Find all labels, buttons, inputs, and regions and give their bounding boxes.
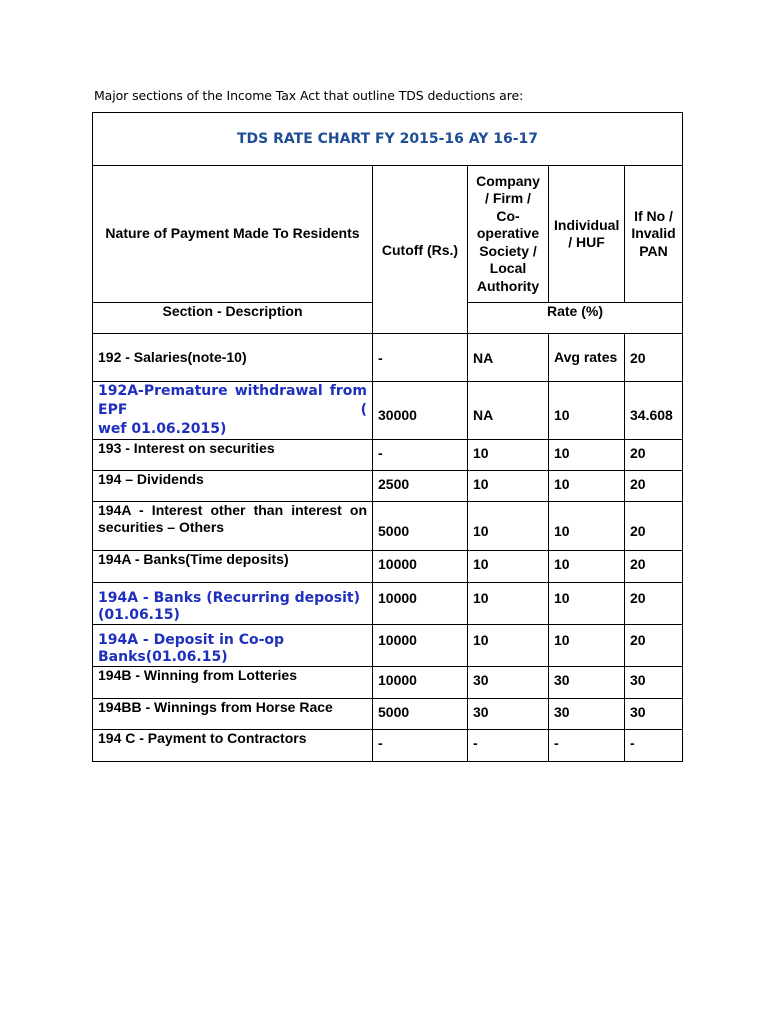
row-cutoff: 30000 — [373, 382, 468, 440]
row-desc: 194A - Deposit in Co-op Banks(01.06.15) — [93, 625, 373, 667]
row-company: 30 — [468, 667, 549, 699]
table-row — [93, 667, 683, 699]
row-desc: 194B - Winning from Lotteries — [93, 667, 373, 699]
header-section: Section - Description — [93, 303, 373, 334]
header-nopan: If No / Invalid PAN — [625, 166, 683, 303]
row-desc: 193 - Interest on securities — [93, 440, 373, 471]
header-cutoff: Cutoff (Rs.) — [373, 166, 468, 334]
row-desc: 192 - Salaries(note-10) — [93, 334, 373, 382]
header-company: Company / Firm / Co-operative Society / Local Authority — [468, 166, 549, 303]
row-desc-line2: securities – Others — [98, 519, 225, 535]
row-nopan: 30 — [625, 699, 683, 730]
row-desc — [93, 502, 373, 551]
header-rate: Rate (%) — [468, 303, 683, 334]
header-nature: Nature of Payment Made To Residents — [93, 166, 373, 303]
title-row — [93, 113, 683, 166]
header-individual: Individual / HUF — [549, 166, 625, 303]
row-desc: 194A - Banks (Recurring deposit)(01.06.15) — [93, 583, 373, 625]
row-individual: 10 — [549, 471, 625, 502]
row-desc: 194 C - Payment to Contractors — [93, 730, 373, 762]
row-nopan: 20 — [625, 551, 683, 583]
row-company: NA — [468, 334, 549, 382]
row-cutoff: - — [373, 334, 468, 382]
tds-rate-table — [92, 112, 683, 762]
row-desc: 194BB - Winnings from Horse Race — [93, 699, 373, 730]
header-row — [93, 166, 683, 303]
row-cutoff: 10000 — [373, 551, 468, 583]
row-individual: Avg rates — [549, 334, 625, 382]
row-nopan: 30 — [625, 667, 683, 699]
row-desc-line1: 194A - Interest other than interest on — [98, 502, 367, 518]
table-row — [93, 440, 683, 471]
row-nopan: - — [625, 730, 683, 762]
row-nopan: 20 — [625, 471, 683, 502]
row-individual: 30 — [549, 667, 625, 699]
table-row — [93, 551, 683, 583]
table-row — [93, 334, 683, 382]
row-individual: 10 — [549, 625, 625, 667]
table-row — [93, 699, 683, 730]
row-desc: 194 – Dividends — [93, 471, 373, 502]
row-desc-line2: wef 01.06.2015) — [98, 421, 227, 437]
row-company: 10 — [468, 583, 549, 625]
row-cutoff: 10000 — [373, 625, 468, 667]
row-desc-line1: 192A-Premature withdrawal from EPF ( — [98, 383, 367, 418]
row-company: 10 — [468, 502, 549, 551]
row-company: 10 — [468, 625, 549, 667]
table-row — [93, 583, 683, 625]
intro-text: Major sections of the Income Tax Act that outline TDS deductions are: — [94, 88, 524, 103]
table-row — [93, 730, 683, 762]
row-cutoff: 5000 — [373, 699, 468, 730]
table-title: TDS RATE CHART FY 2015-16 AY 16-17 — [93, 113, 683, 166]
row-cutoff: - — [373, 440, 468, 471]
row-individual: 10 — [549, 440, 625, 471]
row-company: NA — [468, 382, 549, 440]
row-nopan: 20 — [625, 502, 683, 551]
row-nopan: 20 — [625, 583, 683, 625]
row-cutoff: 5000 — [373, 502, 468, 551]
row-cutoff: 10000 — [373, 583, 468, 625]
table-row — [93, 625, 683, 667]
row-cutoff: - — [373, 730, 468, 762]
row-company: 10 — [468, 471, 549, 502]
row-individual: 10 — [549, 382, 625, 440]
row-nopan: 34.608 — [625, 382, 683, 440]
row-company: 10 — [468, 440, 549, 471]
row-nopan: 20 — [625, 334, 683, 382]
row-desc — [93, 382, 373, 440]
row-individual: 10 — [549, 502, 625, 551]
row-individual: 30 — [549, 699, 625, 730]
row-individual: 10 — [549, 583, 625, 625]
row-cutoff: 2500 — [373, 471, 468, 502]
row-desc: 194A - Banks(Time deposits) — [93, 551, 373, 583]
row-individual: - — [549, 730, 625, 762]
table-row — [93, 502, 683, 551]
row-nopan: 20 — [625, 440, 683, 471]
row-cutoff: 10000 — [373, 667, 468, 699]
row-company: 10 — [468, 551, 549, 583]
row-company: - — [468, 730, 549, 762]
row-company: 30 — [468, 699, 549, 730]
table-row — [93, 382, 683, 440]
row-individual: 10 — [549, 551, 625, 583]
table-row — [93, 471, 683, 502]
row-nopan: 20 — [625, 625, 683, 667]
